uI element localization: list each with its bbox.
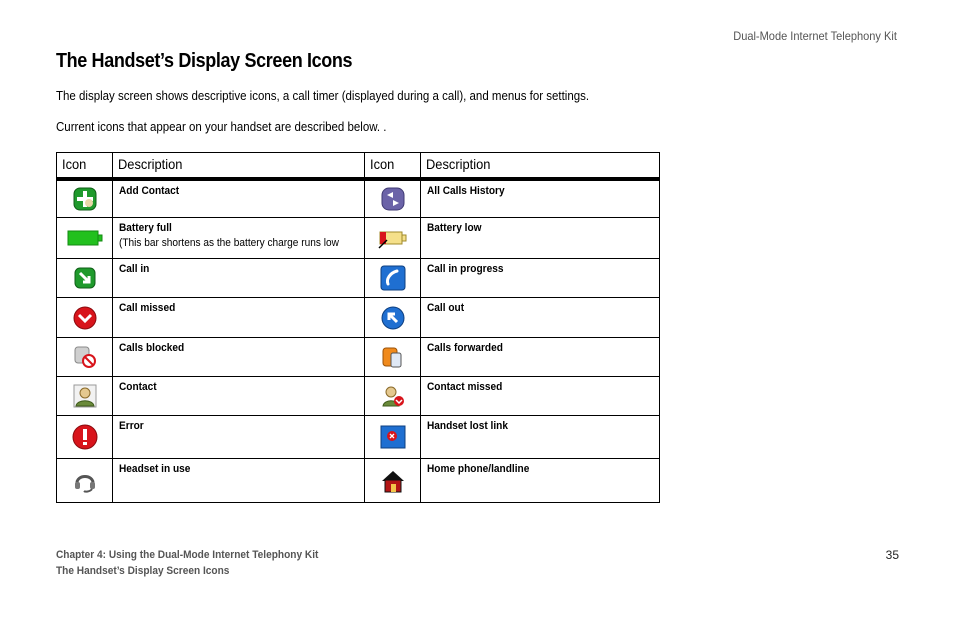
call-in-icon (74, 267, 96, 289)
all-calls-history-icon (381, 187, 405, 211)
table-row (57, 338, 660, 377)
icon-description-title: Call out (427, 302, 465, 314)
icon-description-title: Handset lost link (427, 420, 508, 432)
icon-description-title: Call missed (119, 302, 176, 314)
icon-description-title: Headset in use (119, 463, 191, 475)
icon-description-title: Contact missed (427, 381, 503, 393)
icons-table (56, 152, 660, 503)
column-header-description: Description (113, 153, 365, 179)
icons-intro-paragraph: Current icons that appear on your handset are described below. . (56, 120, 387, 134)
page-number: 35 (885, 548, 899, 562)
footer-chapter: Chapter 4: Using the Dual-Mode Internet Telephony Kit (56, 549, 319, 561)
icon-description-title: Home phone/landline (427, 463, 530, 475)
icon-description-title: Contact (119, 381, 157, 393)
call-missed-icon (73, 306, 97, 330)
icon-description-title: Calls forwarded (427, 342, 503, 354)
headset-icon (73, 469, 97, 493)
error-icon (72, 424, 98, 450)
home-phone-icon (380, 468, 406, 494)
table-row (57, 259, 660, 298)
intro-paragraph: The display screen shows descriptive icons, a call timer (displayed during a call), and menus for settings. (56, 89, 590, 103)
column-header-description: Description (421, 153, 660, 179)
icon-description-title: Add Contact (119, 184, 180, 197)
icon-description-note: (This bar shortens as the battery charge runs low (119, 237, 339, 249)
icon-description-title: Battery full (119, 222, 172, 234)
icon-description-title: Call in progress (427, 263, 504, 275)
calls-blocked-icon (73, 345, 97, 369)
footer-section: The Handset’s Display Screen Icons (56, 565, 230, 577)
battery-low-icon (378, 226, 408, 250)
page-title: The Handset’s Display Screen Icons (56, 50, 353, 72)
icon-description-title: Error (119, 420, 144, 432)
call-in-progress-icon (380, 265, 406, 291)
column-header-icon: Icon (365, 153, 421, 179)
column-header-icon: Icon (57, 153, 113, 179)
table-row (57, 218, 660, 259)
table-row (57, 459, 660, 503)
table-row (57, 298, 660, 338)
calls-forwarded-icon (381, 345, 405, 369)
call-out-icon (381, 306, 405, 330)
document-header: Dual-Mode Internet Telephony Kit (733, 29, 897, 43)
page-footer (56, 547, 318, 579)
add-contact-icon (73, 187, 97, 211)
icon-description-title: All Calls History (427, 184, 505, 197)
icon-description-title: Battery low (427, 222, 482, 234)
battery-full-icon (67, 229, 103, 247)
contact-icon (73, 384, 97, 408)
table-row (57, 377, 660, 416)
contact-missed-icon (381, 384, 405, 408)
handset-lost-link-icon (380, 425, 406, 449)
icon-description-title: Call in (119, 263, 150, 275)
icon-description-title: Calls blocked (119, 342, 185, 354)
table-row (57, 179, 660, 218)
table-row (57, 416, 660, 459)
table-header-row (57, 153, 660, 179)
